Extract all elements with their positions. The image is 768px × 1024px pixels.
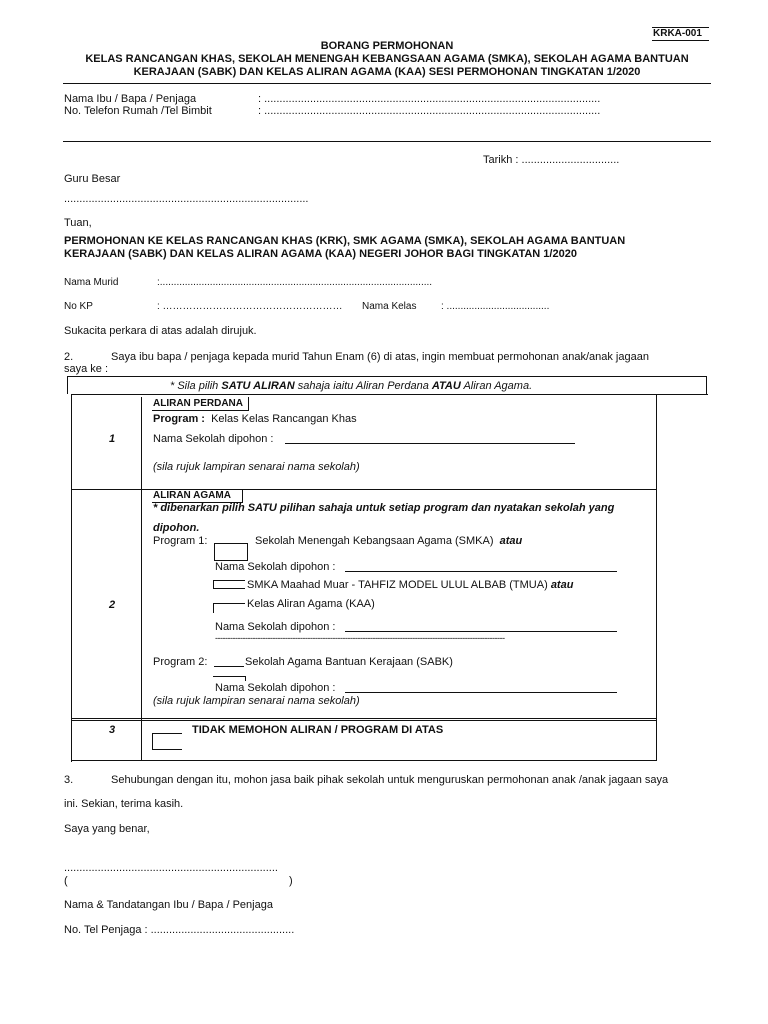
program-1-label: Program 1: — [153, 535, 208, 547]
recipient-title: Guru Besar — [64, 173, 121, 185]
signature-line[interactable]: ...................................................................... — [64, 862, 278, 874]
form-subtitle-2: KERAJAAN (SABK) DAN KELAS ALIRAN AGAMA (KAA) SESI PERMOHONAN TINGKATAN 1/2020 — [133, 66, 641, 78]
para-3-number: 3. — [64, 774, 74, 786]
student-name-field[interactable]: :.................................................................................................. — [157, 277, 433, 288]
para-3-line-2: ini. Sekian, terima kasih. — [64, 798, 184, 810]
row-3-number: 3 — [109, 724, 116, 736]
smka-checkbox[interactable] — [214, 543, 248, 561]
para-2-line-2: saya ke : — [64, 363, 109, 375]
smka-option: Sekolah Menengah Kebangsaan Agama (SMKA) atau — [255, 535, 523, 547]
row-2-note: * dibenarkan pilih SATU pilihan sahaja untuk setiap program dan nyatakan sekolah yang — [153, 502, 615, 514]
signature-close-paren: ) — [289, 875, 293, 887]
header-divider — [63, 83, 711, 84]
sabk-school-field[interactable] — [345, 692, 617, 693]
row-1-school-field[interactable] — [285, 443, 575, 444]
sabk-checkbox[interactable] — [214, 666, 244, 667]
parent-phone-field[interactable]: : .............................................................................................................. — [258, 105, 601, 117]
signature-label: Nama & Tandatangan Ibu / Bapa / Penjaga — [64, 899, 273, 911]
sabk-option: Sekolah Agama Bantuan Kerajaan (SABK) — [245, 656, 453, 668]
kaa-school-label: Nama Sekolah dipohon : — [215, 621, 336, 633]
row-1-number: 1 — [109, 433, 116, 445]
row-1-program: Program : Kelas Kelas Rancangan Khas — [153, 413, 357, 425]
closing: Saya yang benar, — [64, 823, 150, 835]
table-notice: * Sila pilih SATU ALIRAN sahaja iaitu Aliran Perdana ATAU Aliran Agama. — [170, 380, 533, 392]
date-field[interactable]: Tarikh : ................................ — [483, 154, 620, 166]
form-title: BORANG PERMOHONAN — [320, 40, 454, 52]
para-3-line-1: Sehubungan dengan itu, mohon jasa baik pihak sekolah untuk menguruskan permohonan anak /anak jagaan saya — [111, 774, 669, 786]
student-class-field[interactable]: : ..................................... — [441, 301, 550, 312]
salutation: Tuan, — [64, 217, 92, 229]
row-2-footnote: (sila rujuk lampiran senarai nama sekolah) — [153, 695, 360, 707]
tmua-option: SMKA Maahad Muar - TAHFIZ MODEL ULUL ALBAB (TMUA) atau — [247, 579, 574, 591]
para-2-line-1: Saya ibu bapa / penjaga kepada murid Tahun Enam (6) di atas, ingin membuat permohonan anak/anak jagaan — [111, 351, 649, 363]
aliran-perdana-heading: ALIRAN PERDANA — [153, 398, 243, 409]
smka-school-label: Nama Sekolah dipohon : — [215, 561, 336, 573]
parent-name-label: Nama Ibu / Bapa / Penjaga — [64, 93, 197, 105]
form-code: KRKA-001 — [652, 27, 709, 41]
student-kp-label: No KP — [64, 301, 93, 312]
recipient-line[interactable]: ................................................................................ — [64, 193, 309, 205]
section-divider — [63, 141, 711, 142]
para-2-number: 2. — [64, 351, 74, 363]
smka-school-field[interactable] — [345, 571, 617, 572]
para-1: Sukacita perkara di atas adalah dirujuk. — [64, 325, 257, 337]
form-subtitle-1: KELAS RANCANGAN KHAS, SEKOLAH MENENGAH KEBANGSAAN AGAMA (SMKA), SEKOLAH AGAMA BANTUAN — [85, 53, 689, 65]
kaa-option: Kelas Aliran Agama (KAA) — [247, 598, 375, 610]
parent-name-field[interactable]: : .............................................................................................................. — [258, 93, 601, 105]
row-3-label: TIDAK MEMOHON ALIRAN / PROGRAM DI ATAS — [192, 724, 444, 736]
row-2-note-2: dipohon. — [153, 522, 200, 534]
student-kp-field[interactable]: : ……………………………………………… — [157, 301, 343, 312]
row-2-number: 2 — [109, 599, 116, 611]
kaa-school-field[interactable] — [345, 631, 617, 632]
aliran-agama-heading: ALIRAN AGAMA — [153, 490, 231, 501]
subject-line-2: KERAJAAN (SABK) DAN KELAS ALIRAN AGAMA (KAA) NEGERI JOHOR BAGI TINGKATAN 1/2020 — [64, 248, 577, 260]
student-class-label: Nama Kelas — [362, 301, 417, 312]
row-1-school-label: Nama Sekolah dipohon : — [153, 433, 274, 445]
sabk-school-label: Nama Sekolah dipohon : — [215, 682, 336, 694]
guardian-phone-field[interactable]: No. Tel Penjaga : ............................................... — [64, 924, 295, 936]
tmua-checkbox[interactable] — [213, 588, 245, 589]
no-application-checkbox[interactable] — [152, 749, 182, 750]
student-name-label: Nama Murid — [64, 277, 119, 288]
program-2-label: Program 2: — [153, 656, 208, 668]
signature-open-paren: ( — [64, 875, 68, 887]
parent-phone-label: No. Telefon Rumah /Tel Bimbit — [64, 105, 212, 117]
row-1-note: (sila rujuk lampiran senarai nama sekolah) — [153, 461, 360, 473]
row-2-divider: -------------------------------------------------------------------------------------------------------------------- — [215, 633, 505, 643]
subject-line-1: PERMOHONAN KE KELAS RANCANGAN KHAS (KRK), SMK AGAMA (SMKA), SEKOLAH AGAMA BANTUAN — [64, 235, 626, 247]
